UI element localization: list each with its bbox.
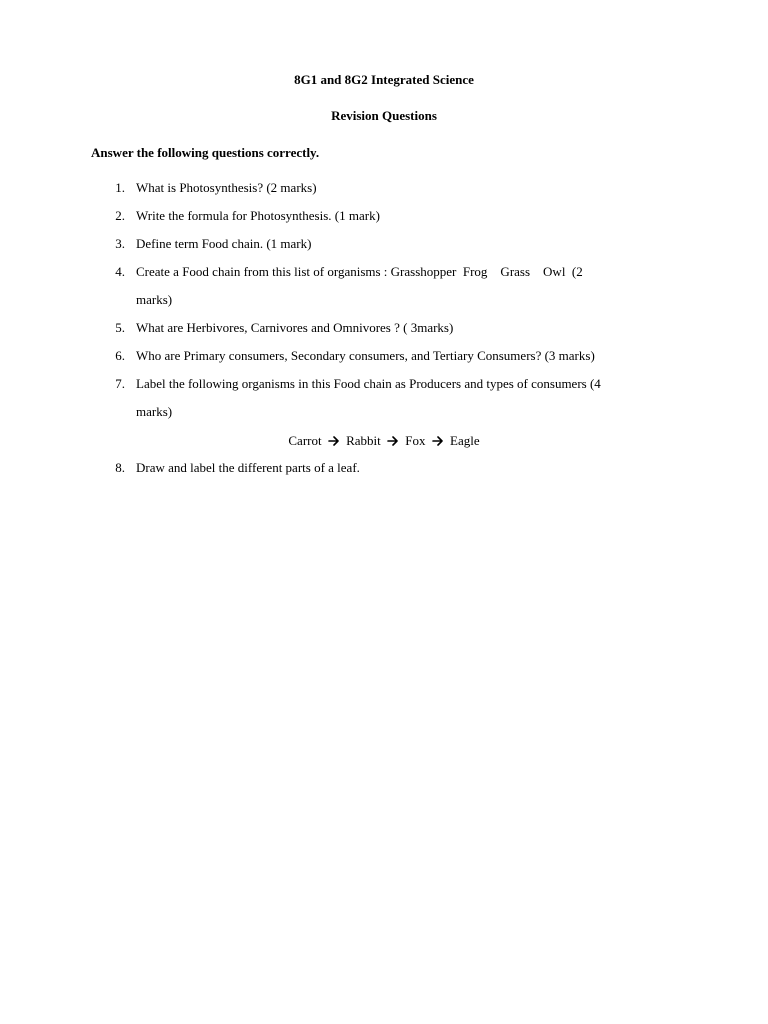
question-text: Write the formula for Photosynthesis. (1 mark) — [136, 208, 380, 223]
question-text: Who are Primary consumers, Secondary consumers, and Tertiary Consumers? (3 marks) — [136, 348, 595, 363]
right-arrow-icon — [387, 436, 399, 446]
document-subtitle: Revision Questions — [331, 108, 437, 123]
question-number: 3. — [115, 236, 125, 251]
question-number: 5. — [115, 320, 125, 335]
question-text: Define term Food chain. (1 mark) — [136, 236, 312, 251]
question-text: Label the following organisms in this Food chain as Producers and types of consumers (4 — [136, 376, 601, 391]
question-number: 4. — [115, 264, 125, 279]
question-number: 6. — [115, 348, 125, 363]
food-chain-item: Fox — [405, 433, 426, 448]
question-text: Create a Food chain from this list of organisms : Grasshopper Frog Grass Owl (2 — [136, 264, 583, 279]
right-arrow-icon — [432, 436, 444, 446]
food-chain — [0, 433, 768, 449]
document-title: 8G1 and 8G2 Integrated Science — [294, 72, 474, 87]
question-text: What are Herbivores, Carnivores and Omnivores ? ( 3marks) — [136, 320, 454, 335]
question-number: 1. — [115, 180, 125, 195]
question-continuation: marks) — [136, 292, 173, 307]
question-text: What is Photosynthesis? (2 marks) — [136, 180, 317, 195]
question-number: 8. — [115, 460, 125, 475]
question-text: Draw and label the different parts of a leaf. — [136, 460, 360, 475]
right-arrow-icon — [328, 436, 340, 446]
question-number: 2. — [115, 208, 125, 223]
food-chain-item: Rabbit — [346, 433, 381, 448]
food-chain-item: Carrot — [288, 433, 322, 448]
question-continuation: marks) — [136, 404, 173, 419]
food-chain-item: Eagle — [450, 433, 480, 448]
question-number: 7. — [115, 376, 125, 391]
instruction-text: Answer the following questions correctly. — [91, 145, 320, 160]
